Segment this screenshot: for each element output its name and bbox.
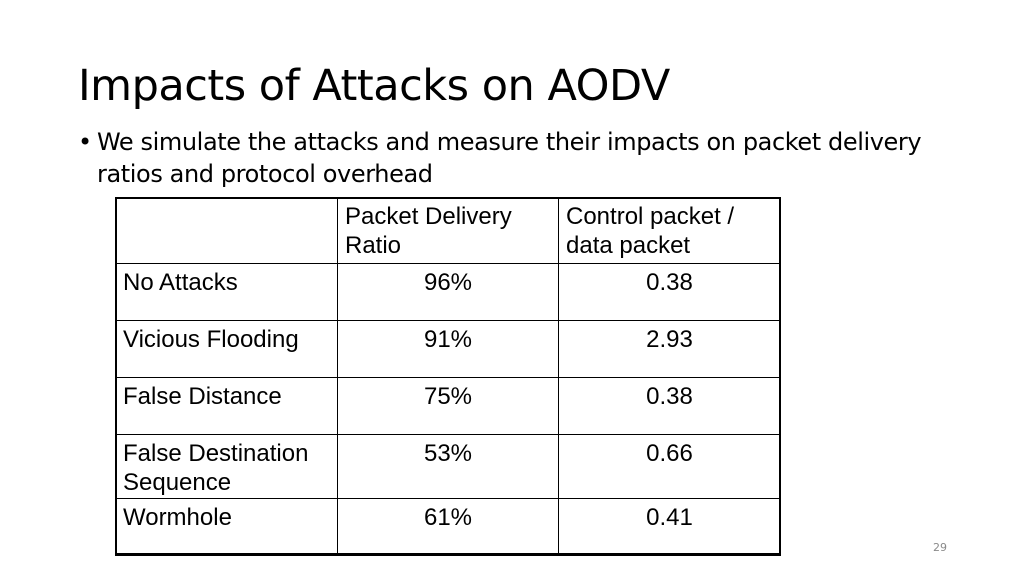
header-cell-pdr: Packet Delivery Ratio xyxy=(338,198,559,264)
attack-name-cell: Vicious Flooding xyxy=(116,321,338,378)
slide-title: Impacts of Attacks on AODV xyxy=(78,61,670,111)
table-header-row xyxy=(116,198,781,264)
ratio-cell: 2.93 xyxy=(559,321,781,378)
bullet-marker: • xyxy=(78,128,93,156)
ratio-cell: 0.38 xyxy=(559,378,781,435)
attack-name-cell: No Attacks xyxy=(116,264,338,321)
attack-name-cell: Wormhole xyxy=(116,499,338,556)
header-cell-control-ratio: Control packet / data packet xyxy=(559,198,781,264)
attack-name-cell: False Distance xyxy=(116,378,338,435)
slide-number: 29 xyxy=(933,541,947,554)
ratio-cell: 0.38 xyxy=(559,264,781,321)
bullet-text: We simulate the attacks and measure their impacts on packet delivery ratios and protocol overhead xyxy=(97,128,922,188)
pdr-cell: 75% xyxy=(338,378,559,435)
pdr-cell: 53% xyxy=(338,435,559,499)
table-row xyxy=(116,264,781,321)
pdr-cell: 61% xyxy=(338,499,559,556)
table-row xyxy=(116,321,781,378)
table-row xyxy=(116,435,781,499)
pdr-cell: 96% xyxy=(338,264,559,321)
attack-name-cell: False Destination Sequence xyxy=(116,435,338,499)
pdr-cell: 91% xyxy=(338,321,559,378)
header-cell-empty xyxy=(116,198,338,264)
ratio-cell: 0.41 xyxy=(559,499,781,556)
table-row xyxy=(116,499,781,556)
ratio-cell: 0.66 xyxy=(559,435,781,499)
table-row xyxy=(116,378,781,435)
results-table xyxy=(115,197,781,556)
